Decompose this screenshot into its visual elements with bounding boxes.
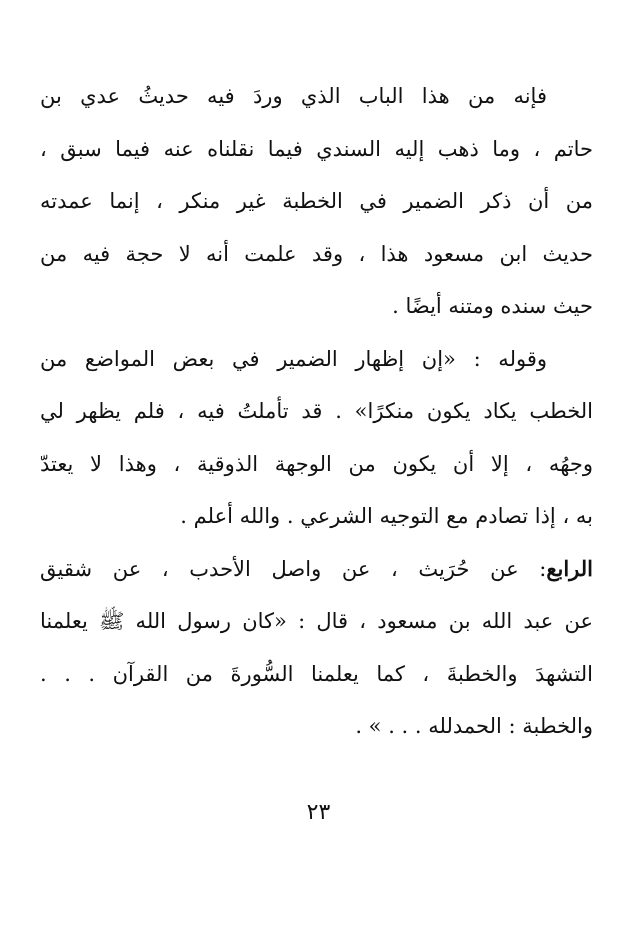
section-lead-label: الرابع bbox=[546, 555, 593, 581]
paragraph-3-line-4: والخطبة : الحمدلله . . . » . bbox=[355, 714, 593, 738]
paragraph-2-line-3: وجهُه ، إلا أن يكون من الوجهة الذوقية ، وهذا لا يعتدّ bbox=[40, 451, 593, 476]
page-number: ٢٣ bbox=[306, 800, 331, 825]
paragraph-3-line-1-rest: : عن حُرَيث ، عن واصل الأحدب ، عن شقيق bbox=[40, 556, 547, 581]
paragraph-1-line-2: حاتم ، وما ذهب إليه السندي فيما نقلناه عنه فيما سبق ، bbox=[40, 136, 593, 161]
paragraph-2-line-2: الخطب يكاد يكون منكرًا» . قد تأملتُ فيه ، فلم يظهر لي bbox=[40, 399, 593, 423]
paragraph-1-line-1: فإنه من هذا الباب الذي وردَ فيه حديثُ عدي بن bbox=[40, 84, 547, 108]
paragraph-1-line-5: حيث سنده ومتنه أيضًا . bbox=[392, 294, 593, 318]
paragraph-2-line-4: به ، إذا تصادم مع التوجيه الشرعي . والله أعلم . bbox=[180, 504, 593, 528]
body-text bbox=[40, 70, 593, 753]
paragraph-3-line-2: عن عبد الله بن مسعود ، قال : «كان رسول الله ﷺ يعلمنا bbox=[40, 609, 593, 633]
paragraph-1-line-3: من أن ذكر الضمير في الخطبة غير منكر ، إنما عمدته bbox=[40, 189, 593, 213]
paragraph-2-line-1: وقوله : «إن إظهار الضمير في بعض المواضع من bbox=[40, 346, 547, 371]
paragraph-3-line-3: التشهدَ والخطبةَ ، كما يعلمنا السُّورةَ من القرآن . . . bbox=[40, 661, 593, 686]
paragraph-1-line-4: حديث ابن مسعود هذا ، وقد علمت أنه لا حجة فيه من bbox=[40, 241, 593, 266]
paragraph-3-line-1 bbox=[40, 543, 593, 596]
